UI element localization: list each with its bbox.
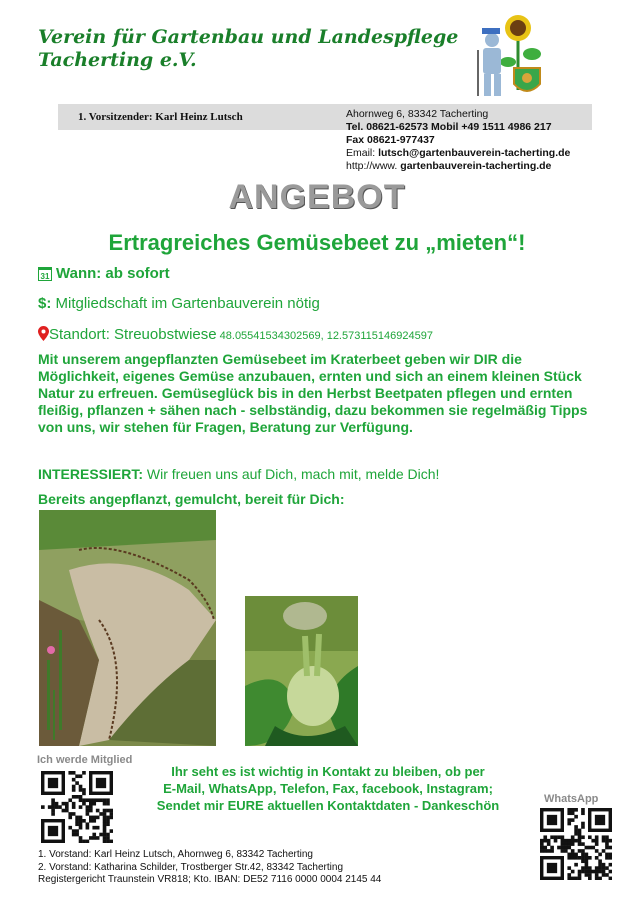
footer-line-2: 2. Vorstand: Katharina Schilder, Trostberger Str.42, 83342 Tacherting [38, 861, 344, 873]
location-row [38, 326, 433, 343]
interested-label: INTERESSIERT: [38, 466, 144, 482]
club-logo [466, 10, 556, 102]
plea-line-2: E-Mail, WhatsApp, Telefon, Fax, facebook, Instagram; [163, 781, 493, 796]
calendar-icon: 31 [38, 267, 52, 281]
coordinates-text: 48.05541534302569, 12.573115146924597 [216, 330, 433, 342]
member-qr-code[interactable] [41, 771, 113, 843]
plea-line-1: Ihr seht es ist wichtig in Kontakt zu bleiben, ob per [171, 764, 485, 779]
description-text: Mit unserem angepflanzten Gemüsebeet im Kraterbeet geben wir DIR die Möglichkeit, eigenes Gemüse anzubauen, ernten und sich an einem kleinen Stück Natur zu erfreuen. Gemüseglück bis in den Herbst Beetpaten pflegen und ernten fleißig, pflanzen + sähen nach - selbständig, dazu bekommen sie regelmäßig Tipps von uns, wir stehen für Fragen, Beratung zur Verfügung. [38, 351, 588, 435]
address-text: Ahornweg 6, 83342 Tacherting [346, 108, 489, 120]
cost-row [38, 295, 320, 312]
map-pin-icon [38, 326, 49, 341]
phone-text: Tel. 08621-62573 Mobil +49 1511 4986 217 [346, 121, 552, 133]
web-line: http://www. gartenbauverein-tacherting.de [346, 160, 552, 172]
org-name-line2: Tacherting e.V. [38, 49, 197, 71]
member-label: Ich werde Mitglied [37, 754, 133, 766]
page-title: ANGEBOT [228, 178, 406, 216]
whatsapp-label: WhatsApp [544, 793, 599, 805]
whatsapp-qr-code[interactable] [540, 808, 612, 880]
fax-text: Fax 08621-977437 [346, 134, 435, 146]
org-name-line1: Verein für Gartenbau und Landespflege [38, 26, 459, 48]
gardener-icon [478, 28, 501, 96]
dollar-icon: $: [38, 295, 52, 312]
web-link[interactable]: gartenbauverein-tacherting.de [400, 160, 552, 172]
chairman-label: 1. Vorsitzender: Karl Heinz Lutsch [78, 111, 243, 123]
kohlrabi-photo [245, 596, 358, 746]
org-name [38, 26, 458, 72]
when-row [38, 265, 170, 282]
footer [38, 849, 381, 887]
interested-row [38, 466, 439, 482]
location-text: Standort: Streuobstwiese [49, 326, 217, 343]
plea-line-3: Sendet mir EURE aktuellen Kontaktdaten - Dankeschön [156, 798, 500, 813]
interested-text: Wir freuen uns auf Dich, mach mit, melde Dich! [143, 466, 440, 482]
coat-of-arms-icon [514, 68, 540, 91]
cost-text: Mitgliedschaft im Gartenbauverein nötig [51, 295, 320, 312]
contact-plea [118, 763, 538, 814]
email-line: Email: lutsch@gartenbauverein-tacherting.de [346, 147, 571, 159]
email-link[interactable]: lutsch@gartenbauverein-tacherting.de [378, 147, 571, 159]
footer-line-1: 1. Vorstand: Karl Heinz Lutsch, Ahornweg 6, 83342 Tacherting [38, 849, 313, 860]
garden-bed-photo [39, 510, 216, 746]
offer-subtitle: Ertragreiches Gemüsebeet zu „mieten“! [108, 230, 526, 255]
footer-line-3: Registergericht Traunstein VR818; Kto. IBAN: DE52 7116 0000 0004 2145 44 [38, 874, 382, 885]
planted-text: Bereits angepflanzt, gemulcht, bereit für Dich: [38, 491, 345, 507]
when-text: Wann: ab sofort [56, 265, 170, 282]
contact-block [346, 108, 570, 173]
